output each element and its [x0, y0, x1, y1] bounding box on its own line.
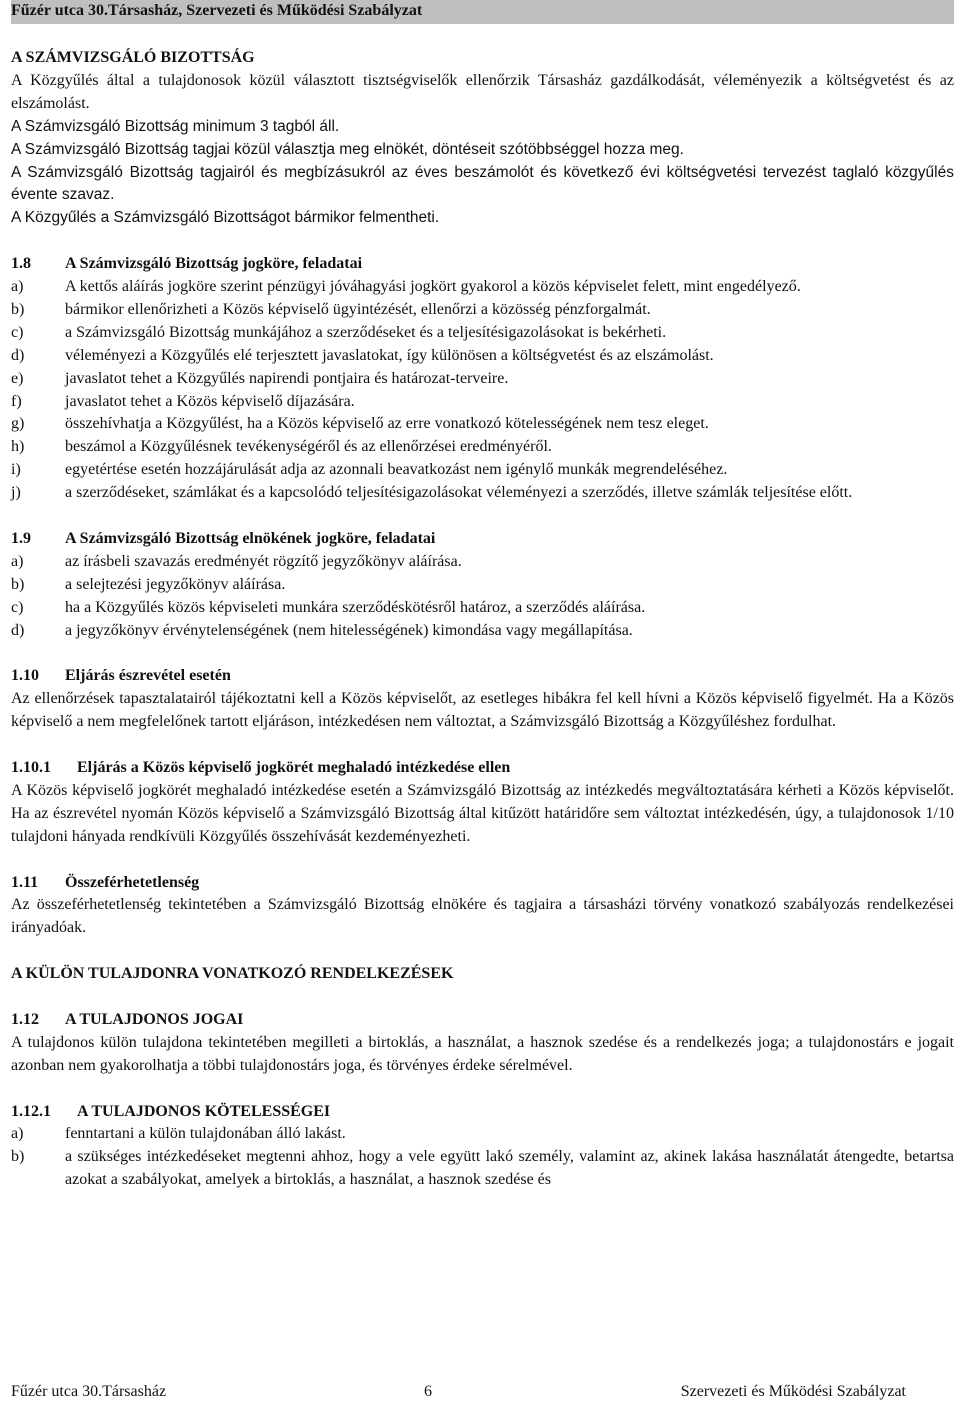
list-item-label: f) [11, 392, 22, 410]
heading-1-8 [11, 253, 954, 276]
heading-text: Eljárás a Közös képviselő jogkörét meghaladó intézkedése ellen [77, 759, 511, 777]
heading-1-9 [11, 528, 954, 551]
list-item [11, 482, 954, 505]
list-item-text: az írásbeli szavazás eredményét rögzítő jegyzőkönyv aláírása. [65, 552, 462, 570]
heading-number: 1.9 [11, 530, 31, 547]
list-item [11, 551, 954, 574]
list-item [11, 620, 954, 643]
list-item-text: a Számvizsgáló Bizottság munkájához a szerződéseket és a teljesítésigazolásokat is bekérheti. [65, 323, 667, 341]
heading-number: 1.8 [11, 255, 31, 273]
list-item-text: a szerződéseket, számlákat és a kapcsolódó teljesítésigazolásokat véleményezi a szerződés, illetve számlák teljesítése előtt. [65, 484, 853, 502]
list-item-label: d) [11, 346, 25, 364]
list-item-label: b) [11, 1148, 25, 1166]
list-item [11, 322, 954, 345]
list-item-label: b) [11, 300, 25, 318]
heading-1-10 [11, 665, 954, 688]
paragraph: Az ellenőrzések tapasztalatairól tájékoztatni kell a Közös képviselőt, az esetleges hibákra fel kell hívni a Közös képviselő figyelmét. Ha a Közös képviselő a nem megfelelőnek tartott eljáráson, intézkedésen nem változtat, a Számvizsgáló Bizottság a Közgyűléshez fordulhat. [11, 690, 954, 731]
heading-1-11 [11, 872, 954, 895]
paragraph: A Közgyűlés által a tulajdonosok közül választott tisztségviselők ellenőrzik Társasház gazdálkodását, véleményezik a költségvetést és az elszámolást. [11, 71, 954, 112]
list-item [11, 299, 954, 322]
list-item-text: beszámol a Közgyűlésnek tevékenységéről és az ellenőrzései eredményéről. [65, 438, 552, 456]
footer-right: Szervezeti és Működési Szabályzat [680, 1383, 906, 1400]
list-item [11, 413, 954, 436]
list-item-label: b) [11, 575, 25, 593]
heading-1-12-1 [11, 1101, 954, 1124]
heading-number: 1.12 [11, 1010, 39, 1028]
list-item-label: d) [11, 621, 25, 639]
list-1-9 [11, 551, 954, 643]
list-item [11, 368, 954, 391]
list-1-12-1 [11, 1123, 954, 1192]
list-item-label: i) [11, 461, 21, 479]
list-item [11, 1146, 954, 1192]
document-body [11, 47, 954, 1192]
heading-1-10-1 [11, 757, 954, 780]
heading-text: A Számvizsgáló Bizottság elnökének jogköre, feladatai [65, 530, 436, 547]
paragraph: A Közgyűlés a Számvizsgáló Bizottságot bármikor felmentheti. [11, 209, 440, 227]
header-title: Fűzér utca 30.Társasház, Szervezeti és Működési Szabályzat [11, 2, 423, 19]
paragraph: A tulajdonos külön tulajdona tekintetében megilleti a birtoklás, a használat, a hasznok szedése és a rendelkezés joga; a tulajdonostárs e jogait azonban nem gyakorolhatja a többi tulajdonostárs joga, és törvényes érdeke sérelmével. [11, 1033, 954, 1074]
paragraph: A Számvizsgáló Bizottság tagjairól és megbízásukról az éves beszámolót és következő évi költségvetési tervezést taglaló közgyűlés évente szavaz. [11, 163, 954, 204]
list-item-label: g) [11, 415, 25, 433]
heading-text: A TULAJDONOS KÖTELESSÉGEI [77, 1102, 331, 1120]
paragraph: Az összeférhetetlenség tekintetében a Számvizsgáló Bizottság elnökére és tagjaira a társasházi törvény vonatkozó szabályozás rendelkezései irányadóak. [11, 896, 954, 937]
list-item-text: bármikor ellenőrizheti a Közös képviselő ügyintézését, ellenőrzi a közösség pénzforgalmát. [65, 300, 651, 318]
list-item-text: a selejtezési jegyzőkönyv aláírása. [65, 575, 286, 593]
list-item-text: javaslatot tehet a Közgyűlés napirendi pontjaira és határozat-terveire. [65, 369, 509, 387]
heading-text: Összeférhetetlenség [65, 873, 200, 891]
footer-left: Fűzér utca 30.Társasház [11, 1383, 167, 1400]
heading-number: 1.12.1 [11, 1102, 51, 1120]
page-header [11, 0, 954, 24]
list-item [11, 276, 954, 299]
list-item-label: a) [11, 1125, 24, 1143]
list-item-text: javaslatot tehet a Közös képviselő díjazására. [65, 392, 355, 410]
list-item [11, 574, 954, 597]
heading-text: A Számvizsgáló Bizottság jogköre, feladatai [65, 255, 363, 273]
list-item-label: j) [11, 484, 21, 502]
heading-number: 1.10.1 [11, 759, 51, 777]
section-title-kulon-tulajdon: A KÜLÖN TULAJDONRA VONATKOZÓ RENDELKEZÉSEK [11, 965, 454, 983]
heading-text: A TULAJDONOS JOGAI [65, 1010, 244, 1028]
list-item-label: a) [11, 552, 24, 570]
list-item-label: a) [11, 278, 24, 296]
paragraph: A Számvizsgáló Bizottság tagjai közül választja meg elnökét, döntéseit szótöbbséggel hozza meg. [11, 140, 684, 158]
list-item-text: egyetértése esetén hozzájárulását adja az azonnali beavatkozást nem igénylő munkák megrendeléséhez. [65, 461, 728, 479]
heading-text: Eljárás észrevétel esetén [65, 667, 231, 685]
list-item [11, 459, 954, 482]
list-item-text: A kettős aláírás jogköre szerint pénzügyi jóváhagyási jogkört gyakorol a közös képviselet felett, mint engedélyező. [65, 278, 801, 296]
list-item-text: a szükséges intézkedéseket megtenni ahhoz, hogy a vele együtt lakó személy, valamint az, akinek lakása használatát átengedte, betartsa azokat a szabályokat, amelyek a birtoklás, a használat, a hasznok szedése és [65, 1148, 954, 1189]
list-item-text: összehívhatja a Közgyűlést, ha a Közös képviselő az erre vonatkozó kötelességének nem tesz eleget. [65, 415, 709, 433]
list-item [11, 345, 954, 368]
paragraph: A Számvizsgáló Bizottság minimum 3 tagból áll. [11, 117, 340, 135]
list-item [11, 391, 954, 414]
list-item-label: c) [11, 323, 24, 341]
list-item [11, 1123, 954, 1146]
heading-1-12 [11, 1009, 954, 1032]
list-item-label: c) [11, 598, 24, 616]
list-item-label: e) [11, 369, 24, 387]
page-number: 6 [424, 1383, 432, 1400]
list-1-8 [11, 276, 954, 505]
list-item [11, 597, 954, 620]
list-item-text: fenntartani a külön tulajdonában álló lakást. [65, 1125, 346, 1143]
list-item-label: h) [11, 438, 25, 456]
list-item-text: ha a Közgyűlés közös képviseleti munkára szerződéskötésről határoz, a szerződés aláírása. [65, 598, 646, 616]
heading-number: 1.10 [11, 667, 39, 685]
section-title-szamvizsgalo: A SZÁMVIZSGÁLÓ BIZOTTSÁG [11, 49, 255, 66]
list-item [11, 436, 954, 459]
list-item-text: véleményezi a Közgyűlés elé terjesztett javaslatokat, így különösen a költségvetést és az elszámolást. [65, 346, 714, 364]
page-footer [11, 1380, 906, 1404]
paragraph: A Közös képviselő jogkörét meghaladó intézkedése esetén a Számvizsgáló Bizottság az intézkedés megváltoztatására kérheti a Közös képviselőt. Ha az észrevétel nyomán Közös képviselő a Számvizsgáló Bizottság által kitűzött határidőre sem változtat intézkedésén, úgy, a tulajdonosok 1/10 tulajdoni hányada rendkívüli Közgyűlés összehívását kezdeményezheti. [11, 781, 954, 845]
heading-number: 1.11 [11, 873, 39, 891]
list-item-text: a jegyzőkönyv érvénytelenségének (nem hitelességének) kimondása vagy megállapítása. [65, 621, 633, 639]
